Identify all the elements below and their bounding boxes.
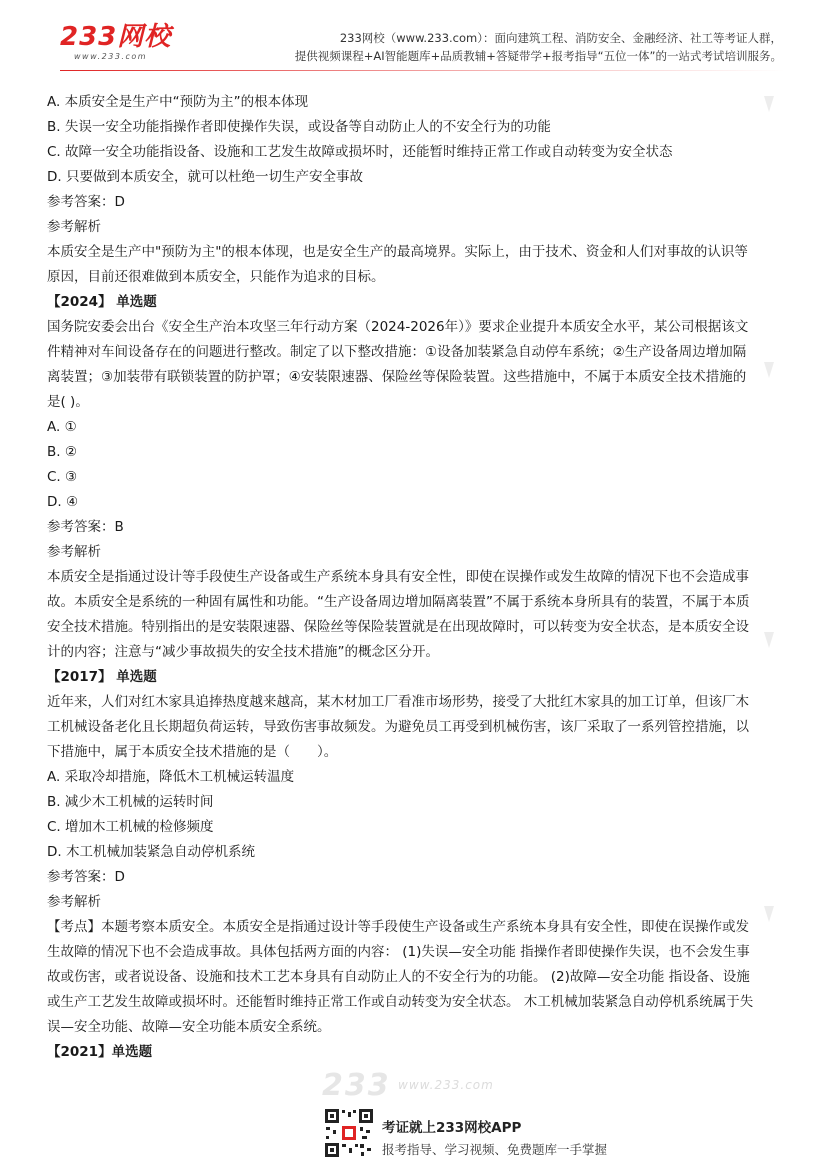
header-divider xyxy=(60,70,784,71)
option-b: B. ② xyxy=(47,444,77,460)
question-tag: 【2017】 单选题 xyxy=(47,669,157,685)
footer-app-title: 考证就上233网校APP xyxy=(382,1120,522,1136)
option-d: D. 只要做到本质安全，就可以杜绝一切生产安全事故 xyxy=(47,169,363,185)
question-tag: 【2021】单选题 xyxy=(47,1044,153,1060)
analysis-text: 本质安全是指通过设计等手段使生产设备或生产系统本身具有安全性，即使在误操作或发生故障的情况下也不会造成事故。本质安全是系统的一种固有属性和功能。“生产设备周边增加隔离装置”不属于系统本身所具有的装置，不属于本质安全技术措施。特别指出的是安装限速器、保险丝等保险装置就是在出现故障时，可以转变为安全状态，是本质安全设计的内容；注意与“减少事故损失的安全技术措施”的概念区分开。 xyxy=(47,569,750,660)
page-header xyxy=(0,0,830,74)
logo[interactable] xyxy=(60,22,180,62)
question-stem: 国务院安委会出台《安全生产治本攻坚三年行动方案（2024-2026年）》要求企业提升本质安全水平，某公司根据该文件精神对车间设备存在的问题进行整改。制定了以下整改措施：①设备加装紧急自动停车系统；②生产设备周边增加隔离装置；③加装带有联锁装置的防护罩；④安装限速器、保险丝等保险装置。这些措施中，不属于本质安全技术措施的是( )。 xyxy=(47,319,749,410)
watermark-icon xyxy=(762,902,776,924)
option-c: C. 增加木工机械的检修频度 xyxy=(47,819,214,835)
option-b: B. 失误一安全功能指操作者即使操作失误，或设备等自动防止人的不安全行为的功能 xyxy=(47,119,551,135)
option-b: B. 减少木工机械的运转时间 xyxy=(47,794,214,810)
watermark-icon xyxy=(762,628,776,650)
footer-app-subtitle: 报考指导、学习视频、免费题库一手掌握 xyxy=(382,1142,608,1157)
analysis-text: 本质安全是生产中"预防为主"的根本体现，也是安全生产的最高境界。实际上，由于技术、资金和人们对事故的认识等原因，目前还很难做到本质安全，只能作为追求的目标。 xyxy=(47,244,748,285)
document-body xyxy=(47,90,759,1065)
watermark-icon xyxy=(762,358,776,380)
analysis-label: 参考解析 xyxy=(47,894,101,910)
question-stem: 近年来，人们对红木家具追捧热度越来越高，某木材加工厂看准市场形势，接受了大批红木家具的加工订单，但该厂木工机械设备老化且长期超负荷运转，导致伤害事故频发。为避免员工再受到机械伤害，该厂采取了一系列管控措施，以下措施中，属于本质安全技术措施的是（ ）。 xyxy=(47,694,749,760)
option-d: D. 木工机械加装紧急自动停机系统 xyxy=(47,844,255,860)
header-intro-line2: 提供视频课程+AI智能题库+品质教辅+答疑带学+报考指导“五位一体”的一站式考试培训服务。 xyxy=(294,49,782,63)
analysis-label: 参考解析 xyxy=(47,544,101,560)
option-d: D. ④ xyxy=(47,494,79,510)
option-a: A. 采取冷却措施，降低木工机械运转温度 xyxy=(47,769,295,785)
logo-text: 233网校 xyxy=(60,22,172,52)
option-a: A. 本质安全是生产中“预防为主”的根本体现 xyxy=(47,94,309,110)
page-footer xyxy=(0,1068,830,1174)
logo-url: www.233.com xyxy=(74,52,148,61)
option-a: A. ① xyxy=(47,419,77,435)
qr-code-icon[interactable] xyxy=(324,1108,374,1158)
answer: 参考答案：B xyxy=(47,519,124,535)
header-intro-line1: 233网校（www.233.com）：面向建筑工程、消防安全、金融经济、社工等考证人群， xyxy=(339,31,782,45)
watermark-icon xyxy=(762,92,776,114)
footer-watermark: 233 xyxy=(322,1068,391,1103)
answer: 参考答案：D xyxy=(47,869,125,885)
question-tag: 【2024】 单选题 xyxy=(47,294,157,310)
analysis-text: 【考点】本题考察本质安全。本质安全是指通过设计等手段使生产设备或生产系统本身具有安全性，即使在误操作或发生故障的情况下也不会造成事故。具体包括两方面的内容： (1)失误—安全功能 指操作者即使操作失误，也不会发生事故或伤害，或者说设备、设施和技术工艺本身具有自动防止人的不安全行为的功能。 (2)故障—安全功能 指设备、设施或生产工艺发生故障或损坏时。还能暂时维持正常工作或自动转变为安全状态。 木工机械加装紧急自动停机系统属于失误—安全功能、故障—安全功能本质安全系统。 xyxy=(47,919,754,1035)
option-c: C. 故障一安全功能指设备、设施和工艺发生故障或损坏时，还能暂时维持正常工作或自动转变为安全状态 xyxy=(47,144,673,160)
option-c: C. ③ xyxy=(47,469,78,485)
footer-watermark-url: www.233.com xyxy=(398,1078,494,1092)
analysis-label: 参考解析 xyxy=(47,219,101,235)
answer: 参考答案：D xyxy=(47,194,125,210)
